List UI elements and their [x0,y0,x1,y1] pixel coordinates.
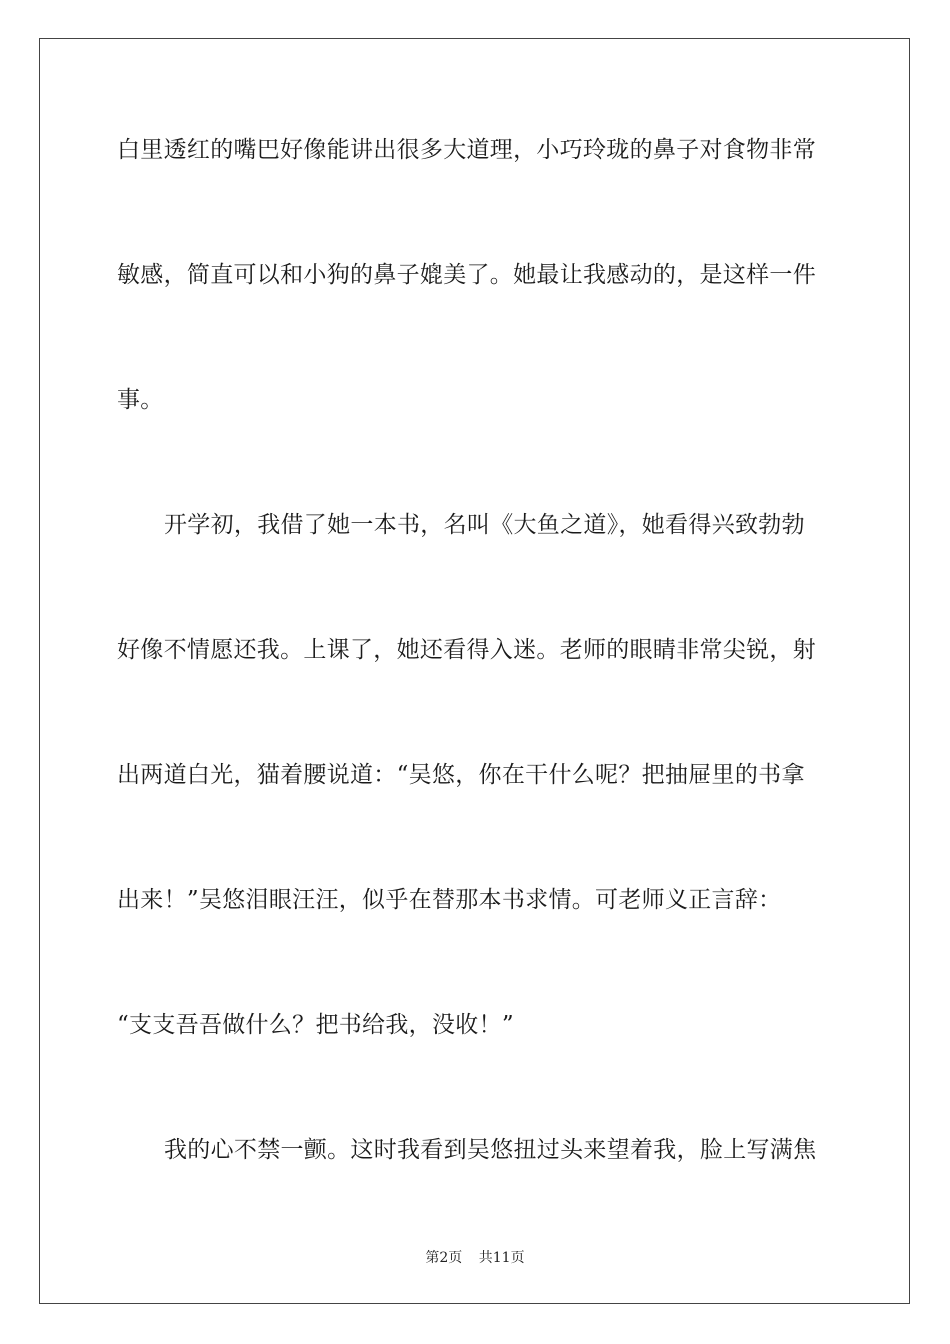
page-footer [0,1247,950,1267]
text-line: 出两道白光，猫着腰说道：“吴悠，你在干什么呢？把抽屉里的书拿 [117,762,805,788]
paragraph-start-line: 开学初，我借了她一本书，名叫《大鱼之道》，她看得兴致勃勃 [164,512,805,538]
text-line: 敏感，简直可以和小狗的鼻子媲美了。她最让我感动的，是这样一件 [117,262,816,288]
text-line: 出来！”吴悠泪眼汪汪，似乎在替那本书求情。可老师义正言辞： [117,887,782,913]
text-line: 事。 [117,387,164,413]
text-line: 好像不情愿还我。上课了，她还看得入迷。老师的眼睛非常尖锐，射 [117,637,816,663]
text-line: 白里透红的嘴巴好像能讲出很多大道理，小巧玲珑的鼻子对食物非常 [117,137,816,163]
page-border [39,38,910,1304]
text-line: “支支吾吾做什么？把书给我，没收！” [117,1012,514,1038]
paragraph-start-line: 我的心不禁一颤。这时我看到吴悠扭过头来望着我，脸上写满焦 [164,1137,817,1163]
page-total: 共11页 [478,1250,525,1266]
page-number: 第2页 [425,1250,463,1266]
